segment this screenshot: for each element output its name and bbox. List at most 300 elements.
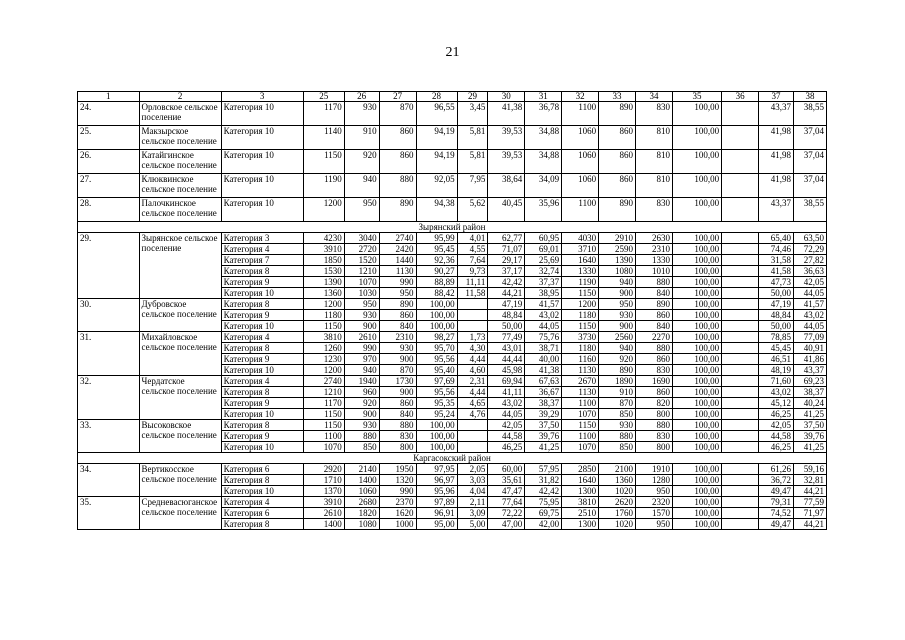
settlement-number: 33. — [78, 420, 140, 453]
value-cell: 1150 — [562, 288, 599, 299]
category-cell: Категория 9 — [221, 277, 303, 288]
value-cell: 1710 — [303, 475, 344, 486]
value-cell — [722, 233, 759, 244]
value-cell: 39,53 — [488, 150, 525, 174]
value-cell: 46,25 — [759, 409, 794, 420]
value-cell: 47,19 — [759, 299, 794, 310]
value-cell: 860 — [636, 354, 673, 365]
category-cell: Категория 10 — [221, 198, 303, 222]
category-cell: Категория 9 — [221, 431, 303, 442]
value-cell: 1100 — [562, 431, 599, 442]
column-header-cell: 31 — [525, 92, 562, 102]
value-cell — [457, 420, 488, 431]
value-cell: 44,05 — [488, 409, 525, 420]
value-cell: 27,82 — [793, 255, 826, 266]
value-cell: 930 — [344, 102, 379, 126]
value-cell: 1070 — [303, 442, 344, 453]
value-cell: 4,04 — [457, 486, 488, 497]
value-cell: 95,96 — [416, 486, 457, 497]
value-cell: 4,44 — [457, 387, 488, 398]
value-cell: 97,69 — [416, 376, 457, 387]
value-cell: 49,47 — [759, 486, 794, 497]
value-cell: 900 — [599, 321, 636, 332]
value-cell: 39,76 — [793, 431, 826, 442]
value-cell: 950 — [636, 519, 673, 530]
value-cell: 5,62 — [457, 198, 488, 222]
value-cell: 37,37 — [525, 277, 562, 288]
value-cell: 74,46 — [759, 244, 794, 255]
value-cell: 92,05 — [416, 174, 457, 198]
settlement-number: 35. — [78, 497, 140, 530]
settlement-number: 27. — [78, 174, 140, 198]
value-cell: 77,59 — [793, 497, 826, 508]
value-cell: 950 — [599, 299, 636, 310]
value-cell: 890 — [379, 198, 416, 222]
category-cell: Категория 8 — [221, 387, 303, 398]
value-cell: 96,97 — [416, 475, 457, 486]
value-cell: 41,98 — [759, 150, 794, 174]
value-cell: 1020 — [599, 486, 636, 497]
value-cell: 2370 — [379, 497, 416, 508]
value-cell: 1260 — [303, 343, 344, 354]
value-cell — [722, 102, 759, 126]
value-cell: 2590 — [599, 244, 636, 255]
value-cell: 39,53 — [488, 126, 525, 150]
value-cell: 1,73 — [457, 332, 488, 343]
value-cell: 45,12 — [759, 398, 794, 409]
value-cell: 47,00 — [488, 519, 525, 530]
page-number: 21 — [445, 45, 460, 60]
category-cell: Категория 9 — [221, 354, 303, 365]
value-cell — [722, 409, 759, 420]
value-cell: 1230 — [303, 354, 344, 365]
value-cell: 32,74 — [525, 266, 562, 277]
value-cell: 1640 — [562, 255, 599, 266]
value-cell: 3710 — [562, 244, 599, 255]
table-row — [78, 150, 827, 174]
value-cell: 41,98 — [759, 174, 794, 198]
value-cell: 880 — [379, 420, 416, 431]
value-cell: 880 — [636, 420, 673, 431]
value-cell: 4,30 — [457, 343, 488, 354]
value-cell: 900 — [599, 288, 636, 299]
category-cell: Категория 8 — [221, 343, 303, 354]
value-cell: 1080 — [599, 266, 636, 277]
value-cell — [457, 431, 488, 442]
value-cell: 41,38 — [525, 365, 562, 376]
value-cell: 1360 — [303, 288, 344, 299]
value-cell: 2680 — [344, 497, 379, 508]
value-cell: 890 — [636, 299, 673, 310]
category-cell: Категория 4 — [221, 244, 303, 255]
value-cell: 1330 — [562, 266, 599, 277]
value-cell: 1940 — [344, 376, 379, 387]
settlement-number: 26. — [78, 150, 140, 174]
value-cell: 890 — [379, 299, 416, 310]
value-cell: 1060 — [562, 126, 599, 150]
value-cell: 3910 — [303, 497, 344, 508]
table-row — [78, 376, 827, 387]
value-cell: 41,11 — [488, 387, 525, 398]
value-cell: 1400 — [303, 519, 344, 530]
value-cell: 4030 — [562, 233, 599, 244]
value-cell: 1180 — [562, 343, 599, 354]
value-cell: 69,23 — [793, 376, 826, 387]
value-cell: 880 — [636, 343, 673, 354]
value-cell: 1640 — [562, 475, 599, 486]
value-cell: 2310 — [636, 244, 673, 255]
value-cell: 1070 — [344, 277, 379, 288]
value-cell: 2,05 — [457, 464, 488, 475]
value-cell: 1330 — [636, 255, 673, 266]
value-cell: 7,64 — [457, 255, 488, 266]
value-cell: 43,02 — [793, 310, 826, 321]
value-cell: 2620 — [599, 497, 636, 508]
value-cell: 860 — [599, 174, 636, 198]
value-cell: 95,35 — [416, 398, 457, 409]
value-cell: 1190 — [562, 277, 599, 288]
value-cell: 960 — [344, 387, 379, 398]
value-cell: 990 — [379, 486, 416, 497]
value-cell: 880 — [344, 431, 379, 442]
value-cell: 810 — [636, 126, 673, 150]
value-cell: 2140 — [344, 464, 379, 475]
value-cell: 1130 — [379, 266, 416, 277]
value-cell: 100,00 — [672, 332, 721, 343]
value-cell — [722, 255, 759, 266]
value-cell: 4,65 — [457, 398, 488, 409]
category-cell: Категория 10 — [221, 150, 303, 174]
column-header-cell: 38 — [793, 92, 826, 102]
value-cell: 65,40 — [759, 233, 794, 244]
value-cell: 1690 — [636, 376, 673, 387]
value-cell: 910 — [344, 126, 379, 150]
value-cell: 3040 — [344, 233, 379, 244]
category-cell: Категория 4 — [221, 332, 303, 343]
value-cell: 71,07 — [488, 244, 525, 255]
value-cell: 41,86 — [793, 354, 826, 365]
value-cell: 37,04 — [793, 150, 826, 174]
value-cell: 100,00 — [672, 365, 721, 376]
value-cell: 100,00 — [672, 126, 721, 150]
value-cell: 2,11 — [457, 497, 488, 508]
category-cell: Категория 4 — [221, 497, 303, 508]
value-cell: 69,75 — [525, 508, 562, 519]
settlement-name: Клюквинское сельское поселение — [139, 174, 221, 198]
value-cell — [722, 354, 759, 365]
value-cell: 43,37 — [793, 365, 826, 376]
value-cell: 42,05 — [488, 420, 525, 431]
value-cell: 38,55 — [793, 198, 826, 222]
value-cell: 100,00 — [672, 464, 721, 475]
value-cell: 41,25 — [525, 442, 562, 453]
value-cell: 1020 — [599, 519, 636, 530]
value-cell: 900 — [344, 321, 379, 332]
column-header-cell: 28 — [416, 92, 457, 102]
value-cell: 1150 — [562, 321, 599, 332]
settlement-number: 24. — [78, 102, 140, 126]
value-cell: 41,38 — [488, 102, 525, 126]
settlement-name: Дубровское сельское поселение — [139, 299, 221, 332]
column-header-cell: 36 — [722, 92, 759, 102]
value-cell: 2510 — [562, 508, 599, 519]
value-cell: 830 — [636, 431, 673, 442]
table-row — [78, 420, 827, 431]
value-cell: 11,11 — [457, 277, 488, 288]
value-cell: 1080 — [344, 519, 379, 530]
value-cell — [722, 497, 759, 508]
value-cell — [722, 464, 759, 475]
value-cell: 100,00 — [672, 288, 721, 299]
value-cell: 1440 — [379, 255, 416, 266]
region-row — [78, 453, 827, 464]
value-cell: 1910 — [636, 464, 673, 475]
settlement-name: Орловское сельское поселение — [139, 102, 221, 126]
value-cell: 100,00 — [416, 442, 457, 453]
value-cell: 2740 — [303, 376, 344, 387]
value-cell: 970 — [344, 354, 379, 365]
value-cell: 35,61 — [488, 475, 525, 486]
value-cell: 7,95 — [457, 174, 488, 198]
settlement-name: Высоковское сельское поселение — [139, 420, 221, 453]
value-cell: 90,27 — [416, 266, 457, 277]
value-cell — [722, 310, 759, 321]
value-cell: 1760 — [599, 508, 636, 519]
value-cell: 59,16 — [793, 464, 826, 475]
value-cell: 43,37 — [759, 198, 794, 222]
settlement-name: Зырянское сельское поселение — [139, 233, 221, 299]
value-cell: 100,00 — [672, 299, 721, 310]
value-cell: 900 — [379, 354, 416, 365]
region-header: Каргасокский район — [78, 453, 827, 464]
value-cell — [722, 198, 759, 222]
value-cell: 36,78 — [525, 102, 562, 126]
table-row — [78, 233, 827, 244]
value-cell: 45,98 — [488, 365, 525, 376]
value-cell: 3,03 — [457, 475, 488, 486]
value-cell: 1530 — [303, 266, 344, 277]
value-cell: 43,01 — [488, 343, 525, 354]
value-cell: 840 — [379, 409, 416, 420]
value-cell: 2,31 — [457, 376, 488, 387]
value-cell: 1390 — [599, 255, 636, 266]
settlement-name: Средневасюганское сельское поселение — [139, 497, 221, 530]
value-cell: 77,09 — [793, 332, 826, 343]
value-cell — [722, 431, 759, 442]
value-cell: 100,00 — [672, 198, 721, 222]
value-cell: 840 — [636, 288, 673, 299]
table-row — [78, 102, 827, 126]
value-cell: 950 — [344, 198, 379, 222]
value-cell: 96,55 — [416, 102, 457, 126]
value-cell — [722, 376, 759, 387]
value-cell: 890 — [599, 365, 636, 376]
value-cell: 92,36 — [416, 255, 457, 266]
value-cell: 2670 — [562, 376, 599, 387]
value-cell — [722, 174, 759, 198]
value-cell: 1150 — [303, 321, 344, 332]
value-cell: 5,00 — [457, 519, 488, 530]
value-cell: 79,31 — [759, 497, 794, 508]
value-cell: 34,88 — [525, 150, 562, 174]
value-cell: 870 — [379, 102, 416, 126]
value-cell: 1100 — [562, 198, 599, 222]
value-cell: 100,00 — [672, 174, 721, 198]
value-cell: 44,05 — [793, 288, 826, 299]
value-cell: 1150 — [562, 420, 599, 431]
category-cell: Категория 10 — [221, 174, 303, 198]
value-cell: 2720 — [344, 244, 379, 255]
table-row — [78, 464, 827, 475]
value-cell: 96,91 — [416, 508, 457, 519]
value-cell: 100,00 — [672, 519, 721, 530]
table-row — [78, 497, 827, 508]
value-cell: 38,55 — [793, 102, 826, 126]
value-cell: 48,84 — [488, 310, 525, 321]
column-header-cell: 25 — [303, 92, 344, 102]
value-cell: 1370 — [303, 486, 344, 497]
value-cell: 95,00 — [416, 519, 457, 530]
value-cell: 44,05 — [525, 321, 562, 332]
category-cell: Категория 10 — [221, 102, 303, 126]
value-cell: 95,70 — [416, 343, 457, 354]
value-cell: 810 — [636, 174, 673, 198]
value-cell: 38,37 — [525, 398, 562, 409]
value-cell: 1620 — [379, 508, 416, 519]
value-cell: 990 — [344, 343, 379, 354]
value-cell — [722, 343, 759, 354]
value-cell: 100,00 — [672, 442, 721, 453]
value-cell: 31,82 — [525, 475, 562, 486]
value-cell: 100,00 — [416, 310, 457, 321]
value-cell: 45,45 — [759, 343, 794, 354]
value-cell: 1130 — [562, 365, 599, 376]
value-cell: 830 — [636, 365, 673, 376]
value-cell: 900 — [344, 409, 379, 420]
value-cell: 5,81 — [457, 150, 488, 174]
value-cell: 1070 — [562, 409, 599, 420]
value-cell: 4230 — [303, 233, 344, 244]
value-cell: 820 — [636, 398, 673, 409]
value-cell: 100,00 — [672, 310, 721, 321]
value-cell: 4,44 — [457, 354, 488, 365]
value-cell: 5,81 — [457, 126, 488, 150]
value-cell: 830 — [636, 198, 673, 222]
value-cell: 72,22 — [488, 508, 525, 519]
value-cell: 1200 — [303, 299, 344, 310]
value-cell: 1060 — [344, 486, 379, 497]
value-cell: 830 — [379, 431, 416, 442]
value-cell: 88,42 — [416, 288, 457, 299]
value-cell: 930 — [599, 420, 636, 431]
category-cell: Категория 8 — [221, 475, 303, 486]
table-row — [78, 198, 827, 222]
value-cell: 1000 — [379, 519, 416, 530]
value-cell: 42,42 — [525, 486, 562, 497]
value-cell: 860 — [379, 126, 416, 150]
table-row — [78, 332, 827, 343]
column-header-row — [78, 92, 827, 102]
value-cell: 2630 — [636, 233, 673, 244]
value-cell: 100,00 — [672, 409, 721, 420]
value-cell: 3810 — [303, 332, 344, 343]
value-cell: 94,19 — [416, 126, 457, 150]
value-cell: 100,00 — [672, 150, 721, 174]
value-cell: 9,73 — [457, 266, 488, 277]
settlement-number: 29. — [78, 233, 140, 299]
value-cell: 1070 — [562, 442, 599, 453]
value-cell: 36,72 — [759, 475, 794, 486]
settlement-name: Чердатское сельское поселение — [139, 376, 221, 420]
column-header-cell: 35 — [672, 92, 721, 102]
settlement-name: Макзырское сельское поселение — [139, 126, 221, 150]
settlement-number: 32. — [78, 376, 140, 420]
value-cell — [722, 442, 759, 453]
value-cell: 940 — [344, 365, 379, 376]
column-header-cell: 3 — [221, 92, 303, 102]
value-cell: 50,00 — [759, 288, 794, 299]
value-cell: 860 — [379, 310, 416, 321]
value-cell: 1060 — [562, 150, 599, 174]
value-cell: 48,84 — [759, 310, 794, 321]
value-cell: 1170 — [303, 102, 344, 126]
value-cell: 61,26 — [759, 464, 794, 475]
value-cell — [722, 475, 759, 486]
value-cell: 880 — [599, 431, 636, 442]
value-cell — [722, 365, 759, 376]
settlement-number: 28. — [78, 198, 140, 222]
value-cell: 95,56 — [416, 387, 457, 398]
value-cell — [457, 442, 488, 453]
value-cell: 57,95 — [525, 464, 562, 475]
value-cell: 72,29 — [793, 244, 826, 255]
value-cell: 840 — [379, 321, 416, 332]
value-cell: 41,25 — [793, 442, 826, 453]
value-cell: 43,02 — [525, 310, 562, 321]
value-cell: 1200 — [562, 299, 599, 310]
value-cell: 41,25 — [793, 409, 826, 420]
value-cell: 100,00 — [672, 255, 721, 266]
value-cell: 1300 — [562, 519, 599, 530]
value-cell: 100,00 — [672, 376, 721, 387]
value-cell: 60,95 — [525, 233, 562, 244]
category-cell: Категория 10 — [221, 442, 303, 453]
value-cell: 2610 — [303, 508, 344, 519]
value-cell: 930 — [344, 420, 379, 431]
value-cell: 4,55 — [457, 244, 488, 255]
value-cell: 95,40 — [416, 365, 457, 376]
value-cell: 41,57 — [525, 299, 562, 310]
value-cell: 1180 — [303, 310, 344, 321]
value-cell: 950 — [636, 486, 673, 497]
table-row — [78, 174, 827, 198]
category-cell: Категория 8 — [221, 420, 303, 431]
value-cell: 1360 — [599, 475, 636, 486]
value-cell: 47,19 — [488, 299, 525, 310]
value-cell: 42,42 — [488, 277, 525, 288]
value-cell: 1160 — [562, 354, 599, 365]
value-cell: 100,00 — [672, 321, 721, 332]
value-cell — [722, 508, 759, 519]
value-cell: 38,95 — [525, 288, 562, 299]
value-cell: 2610 — [344, 332, 379, 343]
value-cell: 88,89 — [416, 277, 457, 288]
value-cell: 940 — [599, 343, 636, 354]
value-cell — [722, 321, 759, 332]
value-cell: 37,04 — [793, 174, 826, 198]
value-cell: 42,05 — [793, 277, 826, 288]
value-cell: 41,57 — [793, 299, 826, 310]
